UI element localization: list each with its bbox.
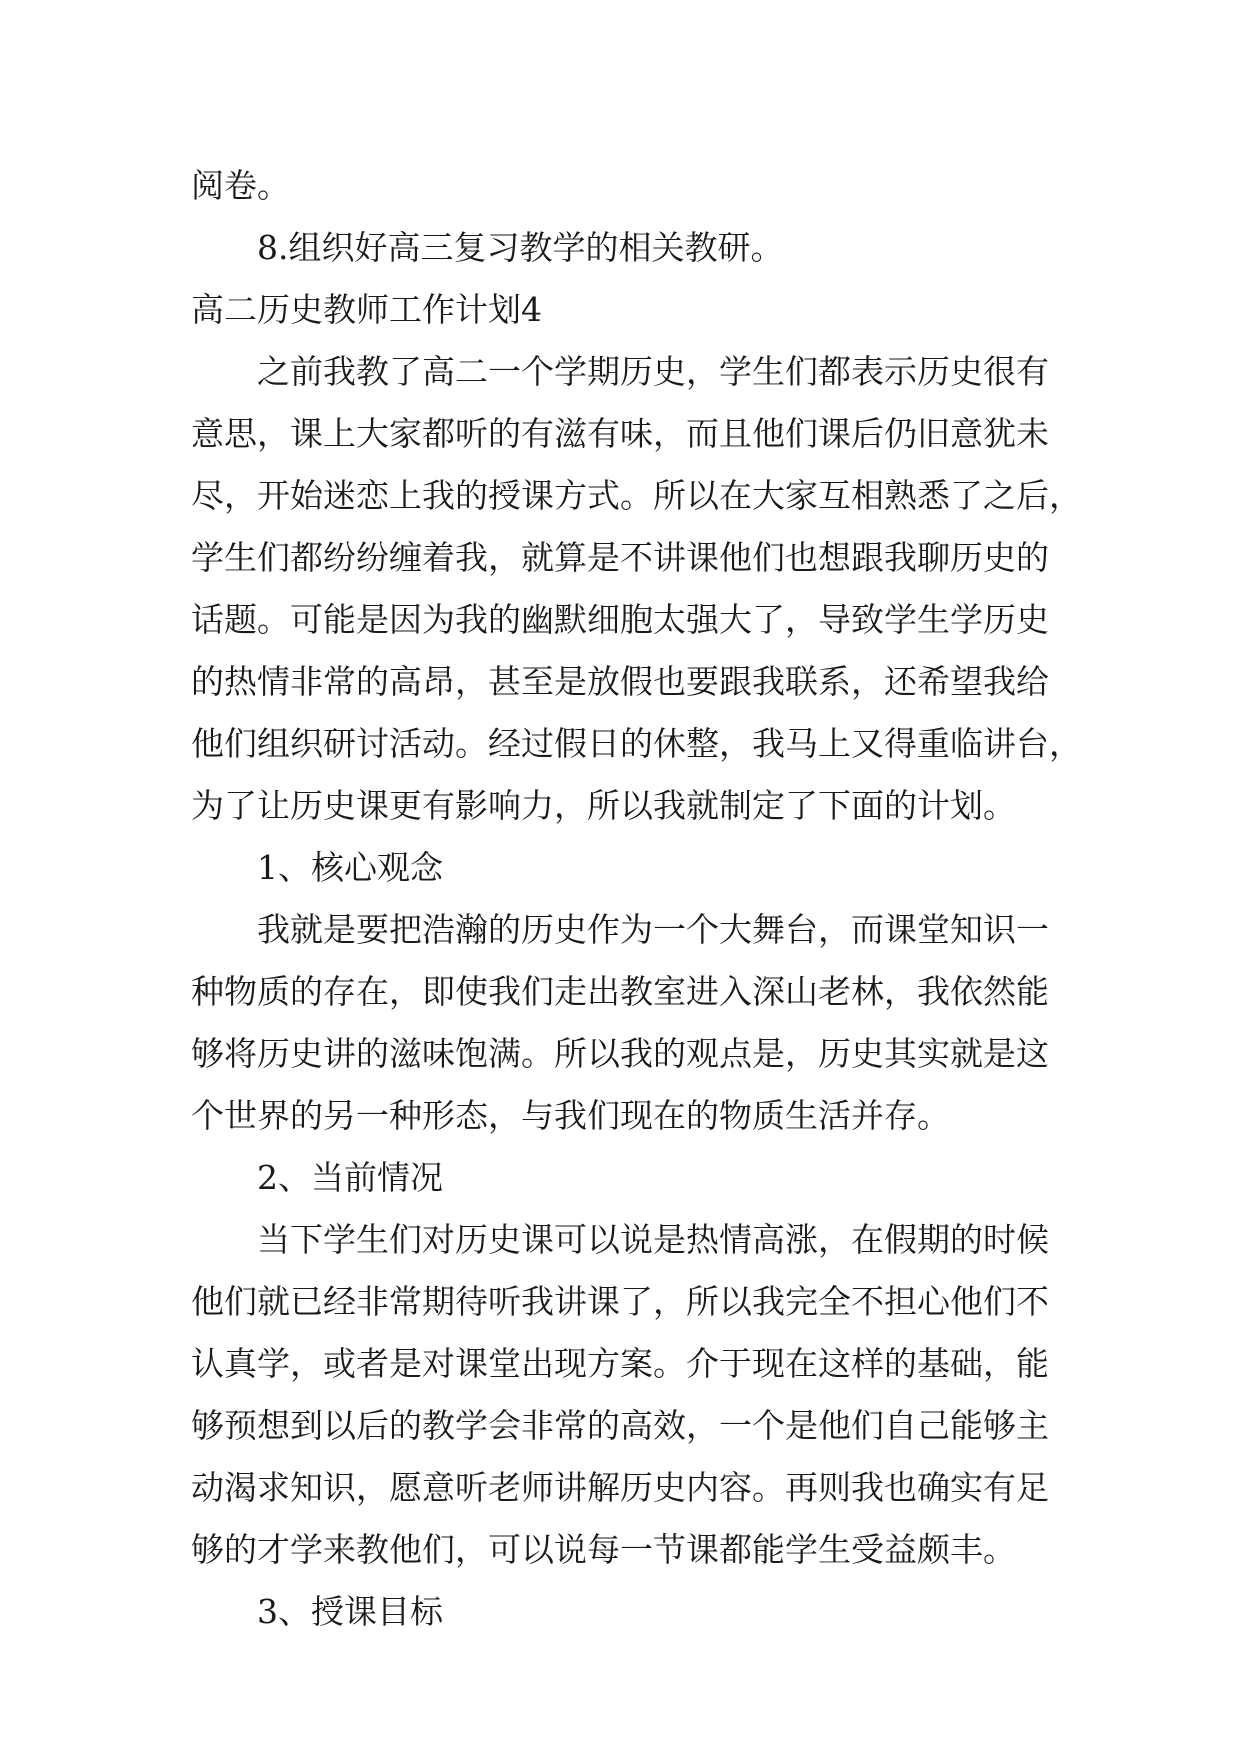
paragraph-line: 的热情非常的高昂，甚至是放假也要跟我联系，还希望我给 [191,662,1049,701]
paragraph-line: 话题。可能是因为我的幽默细胞太强大了，导致学生学历史 [191,600,1049,639]
paragraph-line: 他们组织研讨活动。经过假日的休整，我马上又得重临讲台， [191,724,1082,763]
paragraph-line: 认真学，或者是对课堂出现方案。介于现在这样的基础，能 [191,1344,1049,1383]
list-item: 8.组织好高三复习教学的相关教研。 [257,228,784,267]
paragraph-line: 他们就已经非常期待听我讲课了，所以我完全不担心他们不 [191,1282,1049,1321]
paragraph-line: 当下学生们对历史课可以说是热情高涨，在假期的时候 [257,1220,1049,1259]
subheading: 1、核心观念 [257,848,443,887]
paragraph-line: 意思，课上大家都听的有滋有味，而且他们课后仍旧意犹未 [191,414,1049,453]
subheading: 2、当前情况 [257,1158,443,1197]
section-title: 高二历史教师工作计划4 [191,290,542,329]
paragraph-line: 之前我教了高二一个学期历史，学生们都表示历史很有 [257,352,1049,391]
paragraph-line: 够将历史讲的滋味饱满。所以我的观点是，历史其实就是这 [191,1034,1049,1073]
paragraph-line: 够的才学来教他们，可以说每一节课都能学生受益颇丰。 [191,1530,1016,1569]
text-line: 阅卷。 [191,166,290,205]
paragraph-line: 尽，开始迷恋上我的授课方式。所以在大家互相熟悉了之后， [191,476,1082,515]
subheading: 3、授课目标 [257,1592,443,1631]
paragraph-line: 学生们都纷纷缠着我，就算是不讲课他们也想跟我聊历史的 [191,538,1049,577]
paragraph-line: 够预想到以后的教学会非常的高效，一个是他们自己能够主 [191,1406,1049,1445]
paragraph-line: 动渴求知识，愿意听老师讲解历史内容。再则我也确实有足 [191,1468,1049,1507]
paragraph-line: 个世界的另一种形态，与我们现在的物质生活并存。 [191,1096,950,1135]
paragraph-line: 我就是要把浩瀚的历史作为一个大舞台，而课堂知识一 [257,910,1049,949]
paragraph-line: 种物质的存在，即使我们走出教室进入深山老林，我依然能 [191,972,1049,1011]
paragraph-line: 为了让历史课更有影响力，所以我就制定了下面的计划。 [191,786,1016,825]
document-body [191,155,1082,1643]
